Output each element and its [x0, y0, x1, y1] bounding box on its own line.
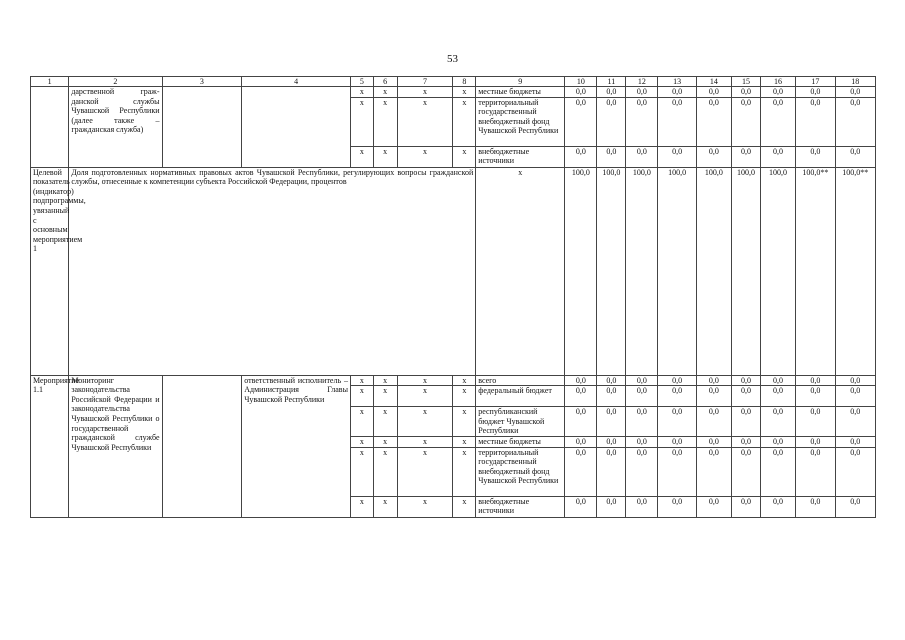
funding-source: территориальный государственный внебюджетный фонд Чувашской Республики: [476, 97, 565, 146]
code-mark: x: [373, 386, 397, 407]
funding-source: федеральный бюджет: [476, 386, 565, 407]
value-cell: 0,0: [565, 386, 597, 407]
code-mark: x: [373, 146, 397, 167]
value-cell: 0,0: [626, 375, 658, 386]
column-number: 13: [658, 77, 696, 87]
value-cell: 0,0: [731, 386, 760, 407]
value-cell: 0,0: [658, 436, 696, 447]
budget-table: [30, 76, 876, 518]
value-cell: 0,0: [760, 407, 795, 437]
column-number: 18: [835, 77, 876, 87]
code-mark: x: [453, 87, 476, 98]
column-number: 7: [397, 77, 453, 87]
column-number: 4: [242, 77, 351, 87]
funding-source: республиканский бюджет Чувашской Республики: [476, 407, 565, 437]
value-cell: 0,0: [626, 447, 658, 496]
value-cell: 0,0: [565, 436, 597, 447]
code-mark: x: [397, 386, 453, 407]
code-mark: x: [373, 447, 397, 496]
code-mark: x: [350, 447, 373, 496]
code-mark: x: [476, 167, 565, 375]
column-number: 3: [162, 77, 242, 87]
funding-source: территориальный государственный внебюджетный фонд Чувашской Республики: [476, 447, 565, 496]
value-cell: 0,0: [626, 407, 658, 437]
table-row: [31, 375, 876, 386]
value-cell: 0,0: [796, 496, 835, 517]
page-number: 53: [447, 53, 458, 65]
funding-source: местные бюджеты: [476, 87, 565, 98]
table-row: [31, 87, 876, 98]
value-cell: 0,0: [760, 436, 795, 447]
value-cell: 0,0: [626, 97, 658, 146]
value-cell: 0,0: [835, 447, 876, 496]
column-number: 2: [69, 77, 162, 87]
value-cell: 0,0: [626, 146, 658, 167]
value-cell: 0,0: [696, 407, 731, 437]
value-cell: 0,0: [696, 386, 731, 407]
value-cell: 0,0: [626, 386, 658, 407]
value-cell: 0,0: [565, 375, 597, 386]
value-cell: 0,0: [597, 386, 626, 407]
value-cell: 0,0: [835, 436, 876, 447]
value-cell: 0,0: [597, 375, 626, 386]
value-cell: 0,0: [565, 407, 597, 437]
value-cell: 0,0: [796, 146, 835, 167]
value-cell: 0,0: [796, 375, 835, 386]
value-cell: 0,0: [626, 87, 658, 98]
code-mark: x: [373, 375, 397, 386]
value-cell: 0,0: [597, 146, 626, 167]
value-cell: 0,0: [696, 146, 731, 167]
column-number: 5: [350, 77, 373, 87]
indicator-value: 100,0: [760, 167, 795, 375]
value-cell: 0,0: [565, 146, 597, 167]
value-cell: 0,0: [565, 496, 597, 517]
value-cell: 0,0: [658, 447, 696, 496]
value-cell: 0,0: [731, 87, 760, 98]
column-number: 9: [476, 77, 565, 87]
value-cell: 0,0: [696, 436, 731, 447]
indicator-value: 100,0: [626, 167, 658, 375]
value-cell: 0,0: [696, 97, 731, 146]
code-mark: x: [453, 496, 476, 517]
value-cell: 0,0: [597, 407, 626, 437]
value-cell: 0,0: [760, 386, 795, 407]
column-number: 16: [760, 77, 795, 87]
indicator-value: 100,0: [696, 167, 731, 375]
code-mark: x: [397, 97, 453, 146]
value-cell: 0,0: [760, 447, 795, 496]
code-mark: x: [350, 146, 373, 167]
value-cell: 0,0: [597, 496, 626, 517]
value-cell: 0,0: [626, 496, 658, 517]
code-mark: x: [397, 87, 453, 98]
value-cell: 0,0: [796, 436, 835, 447]
value-cell: 0,0: [696, 447, 731, 496]
indicator-value: 100,0: [565, 167, 597, 375]
value-cell: 0,0: [597, 436, 626, 447]
value-cell: 0,0: [731, 496, 760, 517]
code-mark: x: [397, 496, 453, 517]
empty-cell: [162, 87, 242, 168]
code-mark: x: [350, 407, 373, 437]
value-cell: 0,0: [760, 146, 795, 167]
value-cell: 0,0: [658, 407, 696, 437]
value-cell: 0,0: [796, 386, 835, 407]
measure-name: Мониторинг законодательства Российской Федерации и законодательства Чувашской Республики о государственной гражданской службе Чувашской Республики: [69, 375, 162, 517]
column-number: 15: [731, 77, 760, 87]
value-cell: 0,0: [658, 87, 696, 98]
value-cell: 0,0: [696, 496, 731, 517]
value-cell: 0,0: [731, 375, 760, 386]
column-number: 10: [565, 77, 597, 87]
column-number: 1: [31, 77, 69, 87]
value-cell: 0,0: [597, 87, 626, 98]
value-cell: 0,0: [565, 447, 597, 496]
code-mark: x: [453, 146, 476, 167]
value-cell: 0,0: [696, 87, 731, 98]
value-cell: 0,0: [731, 436, 760, 447]
value-cell: 0,0: [835, 407, 876, 437]
value-cell: 0,0: [658, 97, 696, 146]
value-cell: 0,0: [760, 97, 795, 146]
code-mark: x: [453, 375, 476, 386]
indicator-value: 100,0**: [835, 167, 876, 375]
value-cell: 0,0: [658, 386, 696, 407]
value-cell: 0,0: [565, 97, 597, 146]
value-cell: 0,0: [658, 496, 696, 517]
value-cell: 0,0: [796, 407, 835, 437]
table-body: [31, 77, 876, 518]
code-mark: x: [350, 496, 373, 517]
value-cell: 0,0: [731, 447, 760, 496]
indicator-label: Целевой показатель (индикатор) подпрограммы, увязанный с основным мероприятием 1: [31, 167, 69, 375]
indicator-value: 100,0**: [796, 167, 835, 375]
program-name-cell: дарственной граж-данской службы Чувашской Республики (далее также – гражданская служба): [69, 87, 162, 168]
value-cell: 0,0: [835, 375, 876, 386]
code-mark: x: [397, 146, 453, 167]
value-cell: 0,0: [597, 447, 626, 496]
code-mark: x: [373, 87, 397, 98]
code-mark: x: [453, 97, 476, 146]
code-mark: x: [397, 375, 453, 386]
funding-source: внебюджетные источники: [476, 496, 565, 517]
funding-source: внебюджетные источники: [476, 146, 565, 167]
funding-source: местные бюджеты: [476, 436, 565, 447]
code-mark: x: [453, 436, 476, 447]
code-mark: x: [350, 386, 373, 407]
column-number-row: [31, 77, 876, 87]
value-cell: 0,0: [835, 386, 876, 407]
funding-source: всего: [476, 375, 565, 386]
empty-cell: [31, 87, 69, 168]
column-number: 11: [597, 77, 626, 87]
column-number: 17: [796, 77, 835, 87]
code-mark: x: [397, 407, 453, 437]
column-number: 6: [373, 77, 397, 87]
indicator-row: [31, 167, 876, 375]
indicator-value: 100,0: [731, 167, 760, 375]
code-mark: x: [397, 447, 453, 496]
executor-cell: ответственный исполнитель – Администрация Главы Чувашской Республики: [242, 375, 351, 517]
indicator-value: 100,0: [658, 167, 696, 375]
measure-label: Мероприятие 1.1: [31, 375, 69, 517]
empty-cell: [162, 375, 242, 517]
code-mark: x: [350, 436, 373, 447]
code-mark: x: [373, 496, 397, 517]
value-cell: 0,0: [760, 375, 795, 386]
indicator-text: Доля подготовленных нормативных правовых актов Чувашской Республики, регулирующих вопросы гражданской службы, отнесенные к компетенции субъекта Российской Федерации, процентов: [69, 167, 476, 375]
value-cell: 0,0: [835, 146, 876, 167]
column-number: 14: [696, 77, 731, 87]
code-mark: x: [373, 436, 397, 447]
indicator-value: 100,0: [597, 167, 626, 375]
code-mark: x: [453, 447, 476, 496]
code-mark: x: [350, 97, 373, 146]
value-cell: 0,0: [731, 146, 760, 167]
value-cell: 0,0: [731, 97, 760, 146]
value-cell: 0,0: [696, 375, 731, 386]
value-cell: 0,0: [658, 375, 696, 386]
value-cell: 0,0: [796, 447, 835, 496]
column-number: 8: [453, 77, 476, 87]
value-cell: 0,0: [597, 97, 626, 146]
code-mark: x: [397, 436, 453, 447]
value-cell: 0,0: [796, 97, 835, 146]
code-mark: x: [453, 386, 476, 407]
value-cell: 0,0: [760, 87, 795, 98]
empty-cell: [242, 87, 351, 168]
code-mark: x: [373, 407, 397, 437]
value-cell: 0,0: [835, 97, 876, 146]
value-cell: 0,0: [626, 436, 658, 447]
code-mark: x: [350, 87, 373, 98]
value-cell: 0,0: [760, 496, 795, 517]
value-cell: 0,0: [835, 87, 876, 98]
value-cell: 0,0: [565, 87, 597, 98]
code-mark: x: [373, 97, 397, 146]
value-cell: 0,0: [835, 496, 876, 517]
column-number: 12: [626, 77, 658, 87]
value-cell: 0,0: [796, 87, 835, 98]
code-mark: x: [453, 407, 476, 437]
value-cell: 0,0: [658, 146, 696, 167]
code-mark: x: [350, 375, 373, 386]
value-cell: 0,0: [731, 407, 760, 437]
